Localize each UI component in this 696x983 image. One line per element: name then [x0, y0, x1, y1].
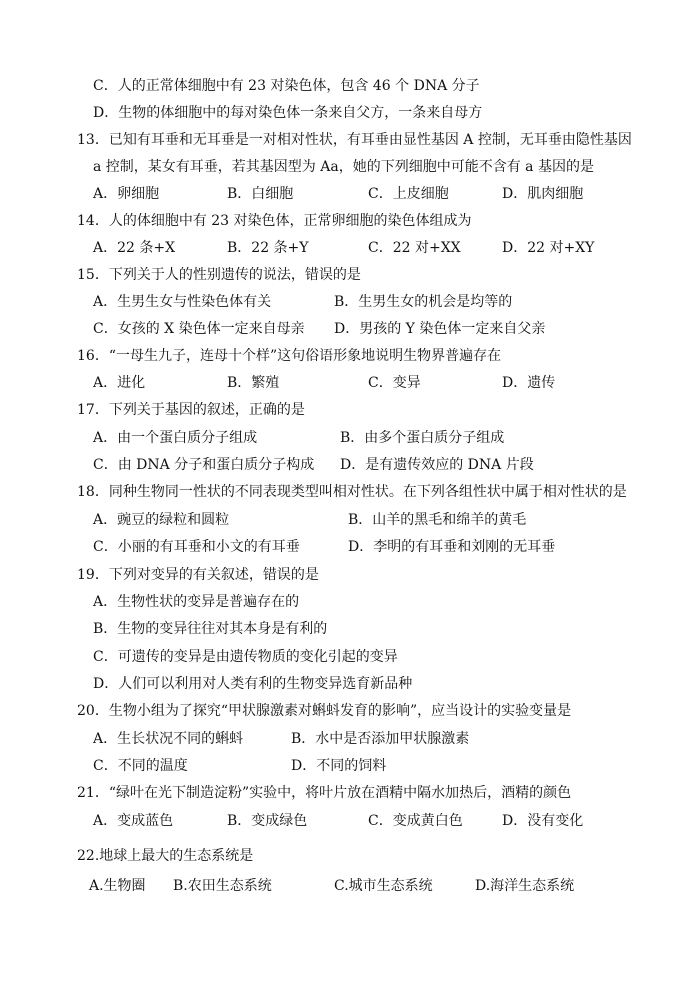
q13-option-a: A．卵细胞 [93, 186, 160, 202]
q18-option-b: B．山羊的黑毛和绵羊的黄毛 [348, 512, 527, 528]
q16-option-a: A．进化 [93, 375, 146, 391]
q15-option-d: D．男孩的 Y 染色体一定来自父亲 [334, 321, 546, 337]
q21-stem-1: 21．“绿叶在光下制造淀粉”实验中，将叶片放在酒精中隔水加热后，酒精的颜色 [77, 785, 572, 801]
q20-stem-1: 20．生物小组为了探究“甲状腺激素对蝌蚪发育的影响”，应当设计的实验变量是 [77, 703, 572, 719]
q21-option-d: D．没有变化 [502, 813, 584, 829]
q22-option-b: B.农田生态系统 [173, 878, 272, 894]
q14-option-a: A．22 条+X [93, 240, 176, 256]
q20-option-d: D．不同的饲料 [291, 758, 387, 774]
q13-option-d: D．肌肉细胞 [502, 186, 584, 202]
q12-option-d: D．生物的体细胞中的每对染色体一条来自父方，一条来自母方 [93, 105, 483, 121]
q19-option-d: D．人们可以利用对人类有利的生物变异选育新品种 [93, 676, 413, 692]
q22-option-a: A.生物圈 [89, 878, 146, 894]
q22-stem-1: 22.地球上最大的生态系统是 [77, 848, 254, 864]
q22-option-d: D.海洋生态系统 [475, 878, 575, 894]
q15-option-b: B．生男生女的机会是均等的 [334, 294, 513, 310]
q17-option-c: C．由 DNA 分子和蛋白质分子构成 [93, 457, 315, 473]
q14-option-d: D．22 对+XY [502, 240, 595, 256]
q19-option-c: C．可遗传的变异是由遗传物质的变化引起的变异 [93, 649, 398, 665]
q16-option-c: C．变异 [368, 375, 421, 391]
q16-option-b: B．繁殖 [227, 375, 280, 391]
q15-stem-1: 15．下列关于人的性别遗传的说法，错误的是 [77, 267, 361, 283]
q19-option-b: B．生物的变异往往对其本身是有利的 [93, 621, 328, 637]
q22-option-c: C.城市生态系统 [334, 878, 433, 894]
q19-option-a: A．生物性状的变异是普遍存在的 [93, 594, 300, 610]
q17-option-b: B．由多个蛋白质分子组成 [340, 430, 505, 446]
q20-option-c: C．不同的温度 [93, 758, 188, 774]
q15-option-c: C．女孩的 X 染色体一定来自母亲 [93, 321, 305, 337]
q14-stem-1: 14．人的体细胞中有 23 对染色体，正常卵细胞的染色体组成为 [77, 213, 472, 229]
q18-option-c: C．小丽的有耳垂和小文的有耳垂 [93, 539, 300, 555]
q16-stem-1: 16．“一母生九子，连母十个样”这句俗语形象地说明生物界普遍存在 [77, 348, 502, 364]
q17-option-d: D．是有遗传效应的 DNA 片段 [340, 457, 534, 473]
q13-stem-2: a 控制，某女有耳垂，若其基因型为 Aa，她的下列细胞中可能不含有 a 基因的是 [93, 159, 594, 175]
q21-option-c: C．变成黄白色 [368, 813, 463, 829]
q15-option-a: A．生男生女与性染色体有关 [93, 294, 272, 310]
q13-stem-1: 13．已知有耳垂和无耳垂是一对相对性状，有耳垂由显性基因 A 控制，无耳垂由隐性基因 [77, 132, 632, 148]
q13-option-b: B．白细胞 [227, 186, 294, 202]
q12-option-c: C．人的正常体细胞中有 23 对染色体，包含 46 个 DNA 分子 [93, 78, 480, 94]
q18-option-d: D．李明的有耳垂和刘刚的无耳垂 [348, 539, 556, 555]
q19-stem-1: 19．下列对变异的有关叙述，错误的是 [77, 567, 319, 583]
q20-option-b: B．水中是否添加甲状腺激素 [291, 731, 470, 747]
q14-option-b: B．22 条+Y [227, 240, 309, 256]
q21-option-b: B．变成绿色 [227, 813, 308, 829]
q21-option-a: A．变成蓝色 [93, 813, 174, 829]
q17-stem-1: 17．下列关于基因的叙述，正确的是 [77, 402, 305, 418]
q18-stem-1: 18．同种生物同一性状的不同表现类型叫相对性状。在下列各组性状中属于相对性状的是 [77, 484, 627, 500]
q20-option-a: A．生长状况不同的蝌蚪 [93, 731, 244, 747]
q16-option-d: D．遗传 [502, 375, 556, 391]
q17-option-a: A．由一个蛋白质分子组成 [93, 430, 258, 446]
q14-option-c: C．22 对+XX [368, 240, 461, 256]
q13-option-c: C．上皮细胞 [368, 186, 449, 202]
q18-option-a: A．豌豆的绿粒和圆粒 [93, 512, 230, 528]
